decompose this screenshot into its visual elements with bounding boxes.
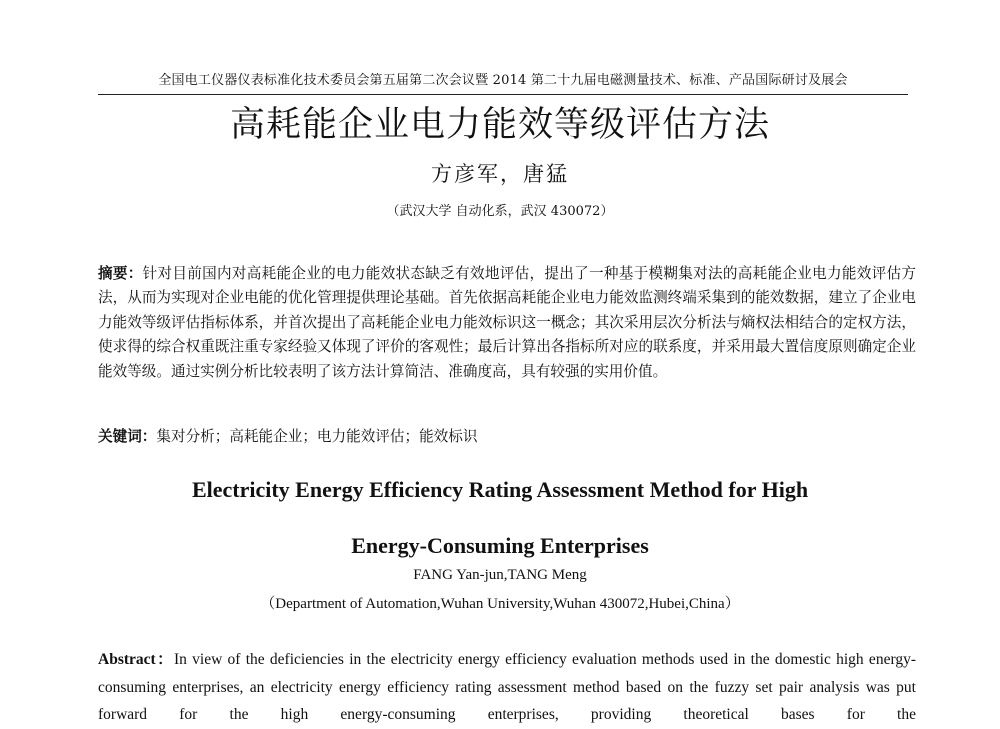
keywords-cn bbox=[98, 426, 916, 448]
abstract-en-text: In view of the deficiencies in the electricity energy efficiency evaluation methods used in the domestic high energy-consuming enterprises, an electricity energy efficiency rating assessment method based on the fuzzy set pair analysis was put forward for the high energy-consuming enterprises, providing theoretical bases for the bbox=[98, 651, 916, 723]
paper-title-en-line2: Energy-Consuming Enterprises bbox=[351, 533, 649, 558]
conference-header: 全国电工仪器仪表标准化技术委员会第五届第二次会议暨 2014 第二十九届电磁测量技术、标准、产品国际研讨及展会 bbox=[158, 73, 848, 88]
affiliation-en: （Department of Automation,Wuhan University,Wuhan 430072,Hubei,China） bbox=[260, 596, 740, 612]
paper-title-en bbox=[0, 462, 1000, 574]
abstract-cn-text: 针对目前国内对高耗能企业的电力能效状态缺乏有效地评估，提出了一种基于模糊集对法的高耗能企业电力能效评估方法，从而为实现对企业电能的优化管理提供理论基础。首先依据高耗能企业电力能效监测终端采集到的能效数据，建立了企业电力能效等级评估指标体系，并首次提出了高耗能企业电力能效标识这一概念；其次采用层次分析法与熵权法相结合的定权方法，使求得的综合权重既注重专家经验又体现了评价的客观性；最后计算出各指标所对应的联系度，并采用最大置信度原则确定企业能效等级。通过实例分析比较表明了该方法计算简洁、准确度高，具有较强的实用价值。 bbox=[98, 265, 916, 380]
abstract-cn-label: 摘要： bbox=[98, 265, 143, 282]
authors-en: FANG Yan-jun,TANG Meng bbox=[413, 567, 587, 583]
abstract-en bbox=[98, 646, 916, 729]
keywords-cn-label: 关键词： bbox=[98, 428, 157, 445]
affiliation-cn: （武汉大学 自动化系，武汉 430072） bbox=[386, 204, 614, 219]
abstract-en-label: Abstract： bbox=[98, 651, 174, 668]
paper-title-en-line1: Electricity Energy Efficiency Rating Assessment Method for High bbox=[191, 477, 809, 502]
paper-title-cn: 高耗能企业电力能效等级评估方法 bbox=[229, 105, 770, 145]
abstract-cn bbox=[98, 262, 916, 384]
keywords-cn-text: 集对分析；高耗能企业；电力能效评估；能效标识 bbox=[156, 428, 478, 445]
header-rule bbox=[98, 94, 908, 95]
authors-cn: 方彦军，唐猛 bbox=[431, 162, 569, 186]
